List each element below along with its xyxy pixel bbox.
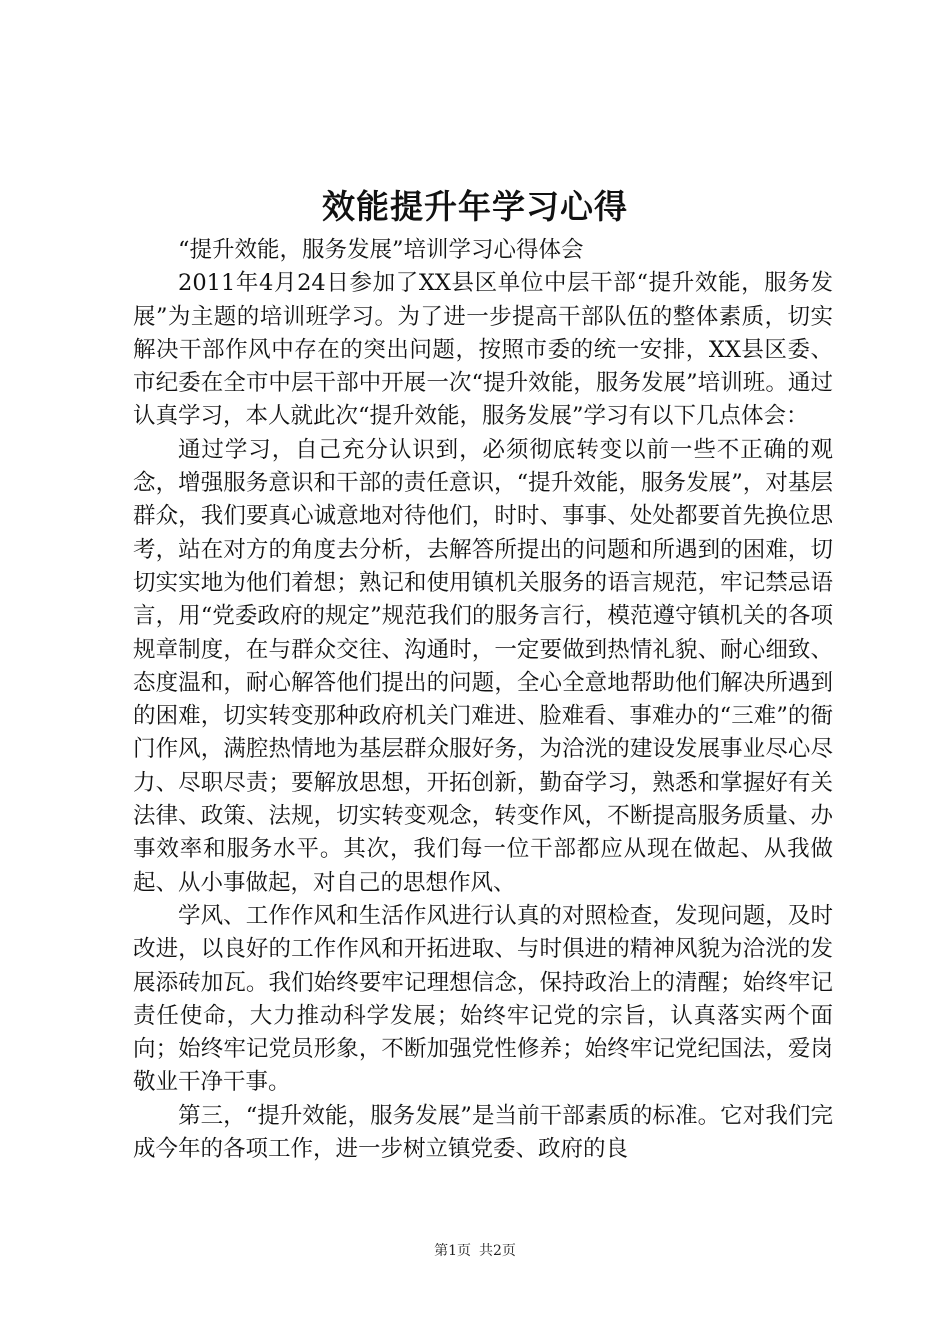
- page-number: 第1页: [434, 1243, 471, 1259]
- page-total: 共2页: [479, 1243, 516, 1259]
- document-body: [133, 234, 833, 1166]
- body-paragraph: 第三，“提升效能，服务发展”是当前干部素质的标准。它对我们完成今年的各项工作，进一步树立镇党委、政府的良: [133, 1102, 833, 1163]
- document-title: 效能提升年学习心得: [322, 187, 628, 226]
- page-footer: [0, 1241, 950, 1261]
- body-paragraph: 学风、工作作风和生活作风进行认真的对照检查，发现问题，及时改进，以良好的工作作风和开拓进取、与时俱进的精神风貌为洽洸的发展添砖加瓦。我们始终要牢记理想信念，保持政治上的清醒；始终牢记责任使命，大力推动科学发展；始终牢记党的宗旨，认真落实两个面向；始终牢记党员形象，不断加强党性修养；始终牢记党纪国法，爱岗敬业干净干事。: [133, 902, 833, 1096]
- body-paragraph: 通过学习，自己充分认识到，必须彻底转变以前一些不正确的观念，增强服务意识和干部的责任意识，“提升效能，服务发展”，对基层群众，我们要真心诚意地对待他们，时时、事事、处处都要首先换位思考，站在对方的角度去分析，去解答所提出的问题和所遇到的困难，切切实实地为他们着想；熟记和使用镇机关服务的语言规范，牢记禁忌语言，用“党委政府的规定”规范我们的服务言行，模范遵守镇机关的各项规章制度，在与群众交往、沟通时，一定要做到热情礼貌、耐心细致、态度温和，耐心解答他们提出的问题，全心全意地帮助他们解决所遇到的困难，切实转变那种政府机关门难进、脸难看、事难办的“三难”的衙门作风，满腔热情地为基层群众服好务，为洽洸的建设发展事业尽心尽力、尽职尽责；要解放思想，开拓创新，勤奋学习，熟悉和掌握好有关法律、政策、法规，切实转变观念，转变作风，不断提高服务质量、办事效率和服务水平。其次，我们每一位干部都应从现在做起、从我做起、从小事做起，对自己的思想作风、: [133, 436, 833, 896]
- subtitle-paragraph: “提升效能，服务发展”培训学习心得体会: [178, 237, 584, 263]
- body-paragraph: 2011年4月24日参加了XX县区单位中层干部“提升效能，服务发展”为主题的培训班学习。为了进一步提高干部队伍的整体素质，切实解决干部作风中存在的突出问题，按照市委的统一安排，XX县区委、市纪委在全市中层干部中开展一次“提升效能，服务发展”培训班。通过认真学习，本人就此次“提升效能，服务发展”学习有以下几点体会：: [133, 270, 833, 430]
